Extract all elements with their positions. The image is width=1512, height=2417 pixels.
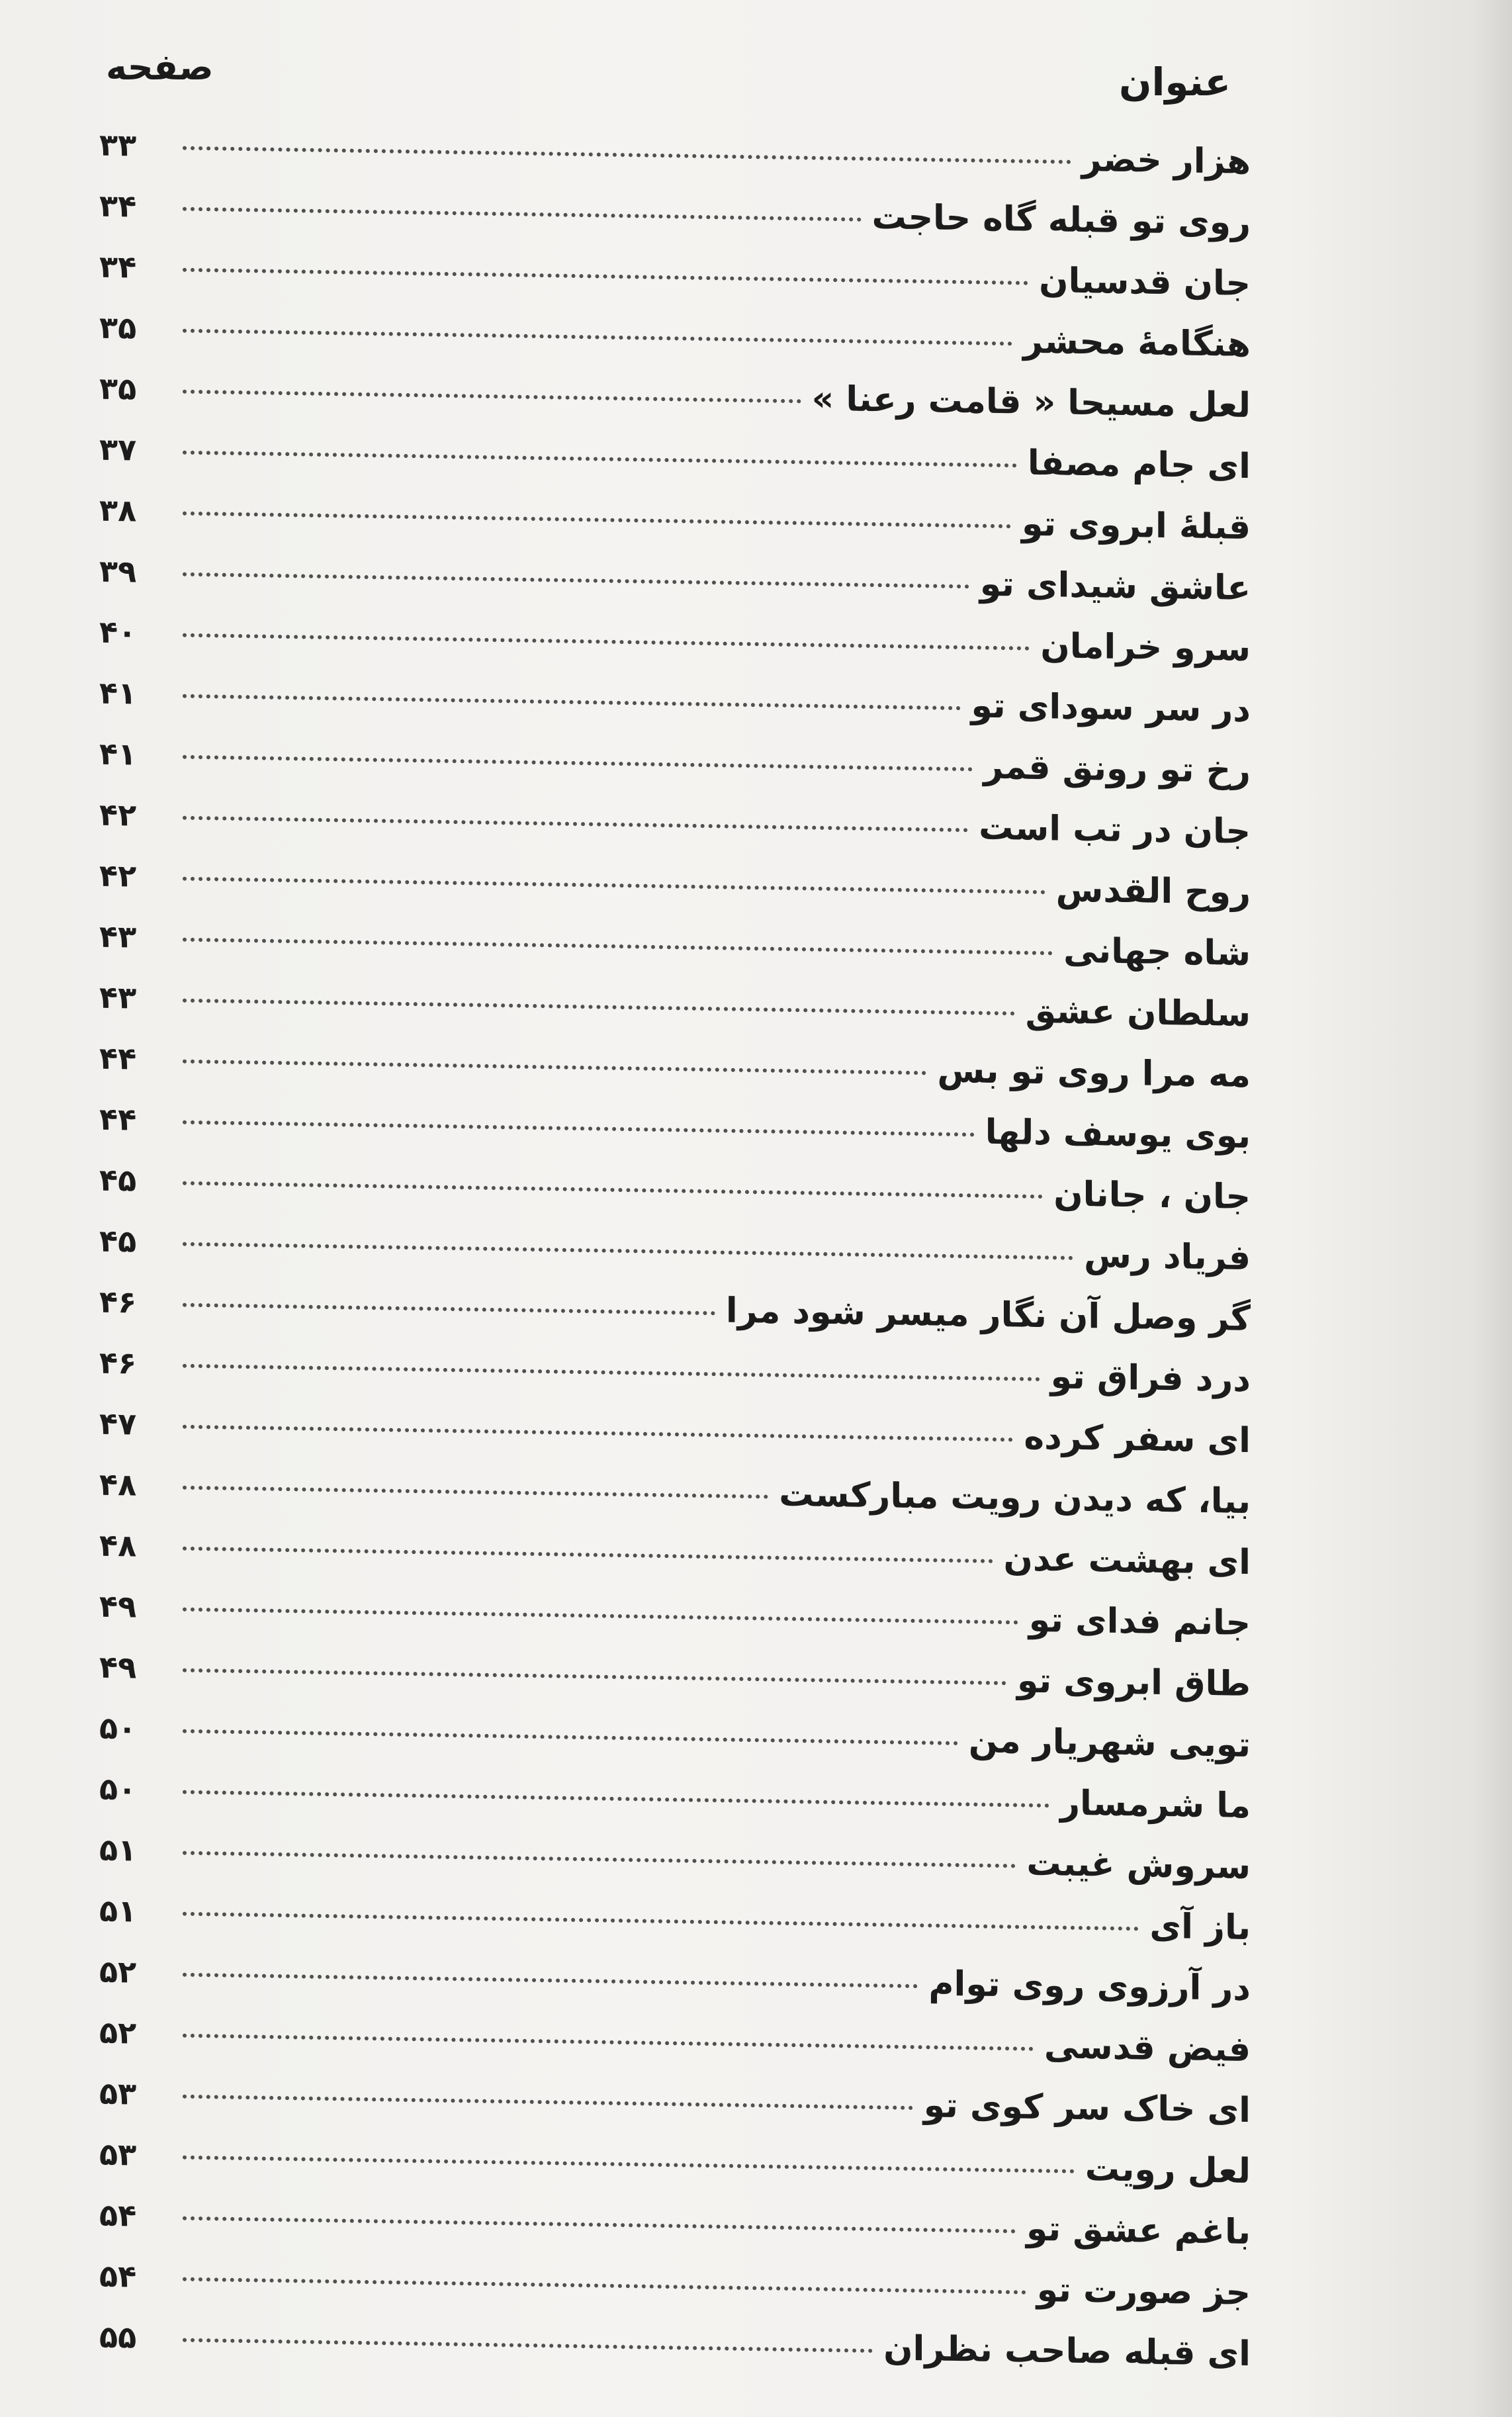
entry-title: جز صورت تو [1036, 2269, 1251, 2313]
dot-leader [183, 633, 1030, 651]
dot-leader [183, 1486, 768, 1499]
entry-page-number: ۴۶ [99, 1345, 137, 1381]
entry-title: گر وصل آن نگار میسر شود مرا [725, 1291, 1251, 1339]
page-edge-shadow [1472, 0, 1512, 2417]
dot-leader [183, 2338, 873, 2353]
dot-leader [183, 1181, 1043, 1199]
entry-title: روی تو قبله گاه حاجت [871, 197, 1251, 243]
entry-page-number: ۵۱ [99, 1832, 137, 1868]
dot-leader [183, 694, 961, 710]
entry-page-number: ۴۰ [99, 614, 137, 651]
entry-title: تویی شهریار من [968, 1721, 1251, 1765]
toc-header [93, 46, 1231, 113]
entry-page-number: ۵۲ [99, 1954, 137, 1990]
entry-page-number: ۴۴ [99, 1101, 137, 1138]
dot-leader [183, 2156, 1075, 2173]
dot-leader [183, 1120, 975, 1137]
entry-title: سلطان عشق [1025, 991, 1251, 1034]
dot-leader [183, 1547, 993, 1563]
entry-title: جانم فدای تو [1028, 1600, 1251, 1643]
entry-title: مه مرا روی تو بس [937, 1050, 1251, 1095]
dot-leader [183, 1060, 926, 1075]
entry-title: ما شرمسار [1060, 1783, 1251, 1826]
entry-page-number: ۳۵ [99, 371, 137, 407]
dot-leader [183, 1729, 958, 1745]
dot-leader [183, 146, 1071, 164]
entry-title: لعل مسیحا « قامت رعنا » [811, 379, 1251, 426]
entry-page-number: ۴۷ [99, 1406, 137, 1442]
entry-title: ای خاک سر کوی تو [923, 2085, 1251, 2130]
entry-page-number: ۴۱ [99, 675, 137, 711]
entry-title: سرو خرامان [1040, 625, 1251, 669]
dot-leader [183, 999, 1015, 1016]
dot-leader [183, 329, 1012, 346]
dot-leader [183, 1303, 715, 1316]
entry-title: جان ، جانان [1053, 1174, 1251, 1217]
entry-page-number: ۵۴ [99, 2197, 137, 2234]
dot-leader [183, 2216, 1016, 2234]
entry-title: بیا، که دیدن رویت مبارکست [779, 1474, 1251, 1522]
entry-page-number: ۵۳ [99, 2075, 137, 2112]
entry-title: بوی یوسف دلها [985, 1112, 1251, 1156]
entry-page-number: ۴۲ [99, 797, 137, 833]
entry-title: درد فراق تو [1050, 1357, 1251, 1400]
entry-title: رخ تو رونق قمر [983, 747, 1251, 791]
dot-leader [183, 1364, 1040, 1381]
title-column-heading: عنوان [1118, 60, 1231, 105]
entry-page-number: ۳۸ [99, 492, 137, 529]
dot-leader [183, 512, 1011, 529]
dot-leader [183, 207, 862, 222]
dot-leader [183, 1425, 1013, 1442]
dot-leader [183, 816, 968, 833]
entry-page-number: ۴۹ [99, 1588, 137, 1625]
entry-title: لعل رویت [1085, 2148, 1251, 2191]
entry-title: در آرزوی روی توام [928, 1964, 1251, 2009]
entry-page-number: ۵۰ [99, 1771, 137, 1807]
dot-leader [183, 1851, 1016, 1868]
entry-title: ای قبله صاحب نظران [883, 2328, 1251, 2374]
dot-leader [183, 755, 973, 772]
entry-page-number: ۳۴ [99, 188, 137, 224]
entry-title: روح القدس [1055, 870, 1251, 913]
entry-page-number: ۴۱ [99, 736, 137, 772]
dot-leader [183, 1242, 1073, 1260]
entry-title: ای بهشت عدن [1003, 1538, 1251, 1582]
dot-leader [183, 938, 1053, 956]
dot-leader [183, 2095, 913, 2110]
entry-title: هنگامهٔ محشر [1023, 321, 1251, 365]
entry-title: فریاد رس [1084, 1235, 1251, 1278]
dot-leader [183, 1973, 918, 1988]
dot-leader [183, 1790, 1049, 1808]
entry-page-number: ۴۹ [99, 1649, 137, 1686]
entry-title: فیض قدسی [1044, 2026, 1251, 2070]
entry-title: هزار خضر [1081, 139, 1251, 182]
entry-page-number: ۴۵ [99, 1223, 137, 1259]
dot-leader [183, 1668, 1006, 1686]
table-of-contents [99, 108, 1251, 2389]
entry-title: ای جام مصفا [1027, 443, 1251, 486]
dot-leader [183, 877, 1045, 894]
entry-page-number: ۵۳ [99, 2136, 137, 2173]
entry-page-number: ۴۸ [99, 1528, 137, 1564]
entry-page-number: ۴۳ [99, 980, 137, 1016]
entry-page-number: ۴۲ [99, 858, 137, 894]
entry-page-number: ۴۶ [99, 1284, 137, 1320]
dot-leader [183, 2034, 1034, 2051]
entry-page-number: ۵۴ [99, 2258, 137, 2295]
entry-page-number: ۳۹ [99, 553, 137, 590]
entry-page-number: ۴۵ [99, 1162, 137, 1199]
entry-page-number: ۵۰ [99, 1710, 137, 1747]
entry-page-number: ۴۴ [99, 1040, 137, 1077]
entry-page-number: ۵۵ [99, 2319, 137, 2355]
entry-title: جان قدسیان [1039, 260, 1251, 304]
entry-page-number: ۳۴ [99, 249, 137, 285]
dot-leader [183, 451, 1017, 468]
entry-title: عاشق شیدای تو [979, 564, 1251, 608]
entry-title: طاق ابروی تو [1016, 1661, 1251, 1704]
dot-leader [183, 1912, 1139, 1931]
dot-leader [183, 2277, 1026, 2295]
entry-page-number: ۳۳ [99, 127, 137, 163]
entry-title: قبلهٔ ابروی تو [1021, 504, 1251, 547]
entry-page-number: ۳۷ [99, 432, 137, 468]
dot-leader [183, 268, 1028, 285]
entry-title: باز آی [1149, 1906, 1251, 1948]
entry-page-number: ۴۳ [99, 919, 137, 955]
dot-leader [183, 572, 969, 589]
dot-leader [183, 1608, 1018, 1625]
entry-page-number: ۴۸ [99, 1467, 137, 1503]
entry-title: جان در تب است [979, 807, 1251, 852]
entry-page-number: ۵۱ [99, 1893, 137, 1929]
entry-page-number: ۳۵ [99, 310, 137, 346]
entry-title: سروش غیبت [1026, 1843, 1251, 1887]
entry-title: ای سفر کرده [1024, 1417, 1251, 1461]
entry-title: باغم عشق تو [1026, 2209, 1251, 2252]
entry-title: شاه جهانی [1063, 931, 1251, 974]
entry-page-number: ۵۲ [99, 2015, 137, 2051]
entry-title: در سر سودای تو [971, 686, 1251, 730]
page-column-heading: صفحه [106, 46, 214, 88]
dot-leader [183, 390, 801, 404]
